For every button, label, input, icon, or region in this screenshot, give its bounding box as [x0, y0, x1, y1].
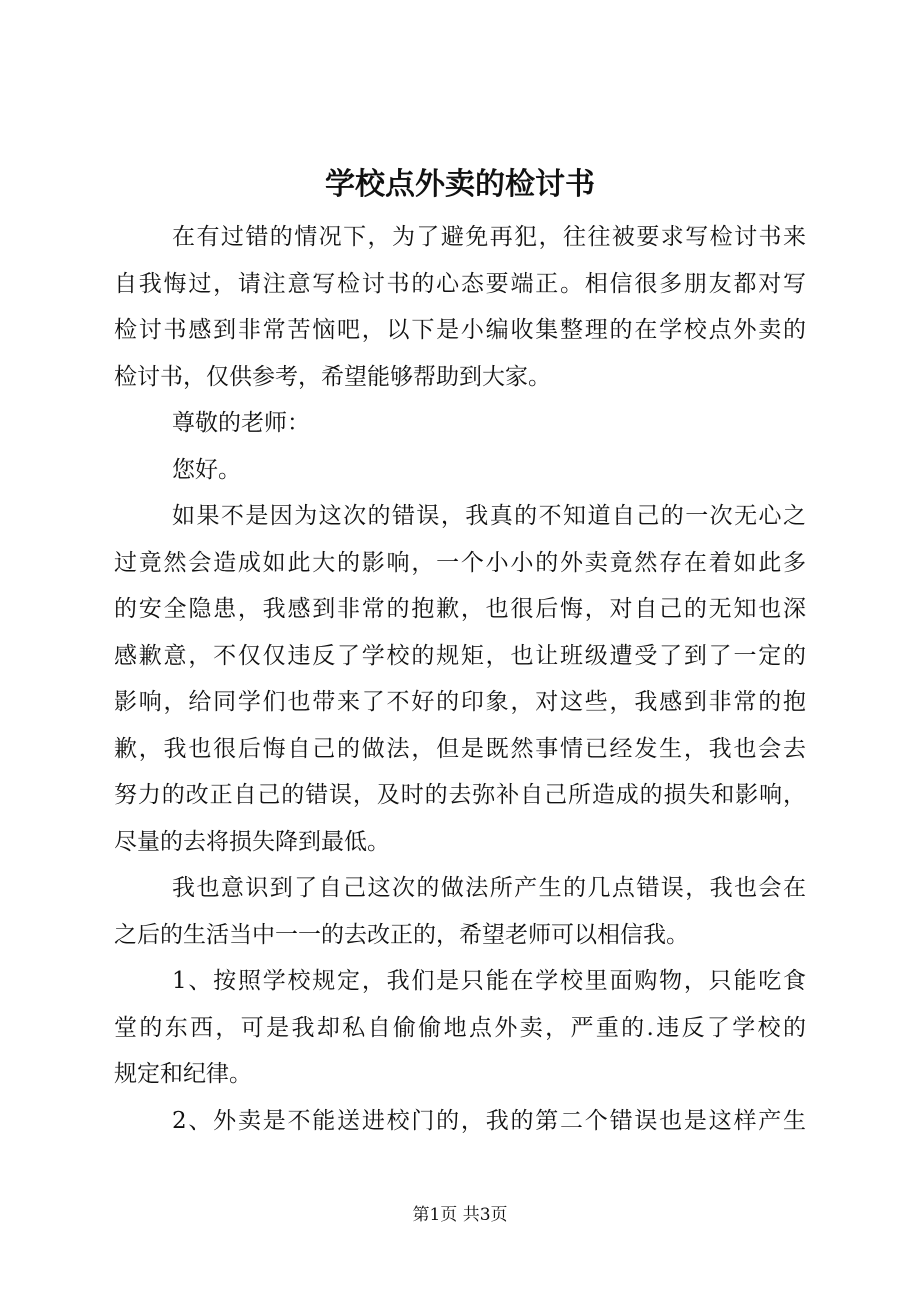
paragraph: [114, 958, 806, 1098]
text-line: 感歉意，不仅仅违反了学校的规矩，也让班级遭受了到了一定的: [114, 642, 806, 669]
text-line: 自我悔过，请注意写检讨书的心态要端正。相信很多朋友都对写: [114, 270, 806, 297]
text-line: 尊敬的老师：: [172, 410, 310, 436]
paragraph: [114, 493, 806, 865]
paragraph: [114, 400, 806, 447]
page-footer: 第1页 共3页: [412, 1205, 508, 1225]
text-line: 检讨书，仅供参考，希望能够帮助到大家。: [114, 363, 551, 390]
text-line: 检讨书感到非常苦恼吧，以下是小编收集整理的在学校点外卖的: [114, 317, 806, 343]
text-line: 在有过错的情况下，为了避免再犯，往往被要求写检讨书来: [172, 224, 806, 250]
text-line: 您好。: [172, 456, 241, 483]
text-line: 过竟然会造成如此大的影响，一个小小的外卖竟然存在着如此多: [114, 549, 806, 576]
text-line: 歉，我也很后悔自己的做法，但是既然事情已经发生，我也会去: [114, 735, 806, 762]
document-title: 学校点外卖的检讨书: [325, 167, 595, 202]
document-body: [114, 214, 806, 1144]
text-line: 堂的东西，可是我却私自偷偷地点外卖，严重的.违反了学校的: [114, 1014, 806, 1041]
paragraph: [114, 214, 806, 400]
text-line: 影响，给同学们也带来了不好的印象，对这些，我感到非常的抱: [114, 689, 806, 715]
text-line: 努力的改正自己的错误，及时的去弥补自己所造成的损失和影响，: [114, 782, 806, 808]
text-line: 如果不是因为这次的错误，我真的不知道自己的一次无心之: [172, 503, 806, 529]
text-line: 之后的生活当中一一的去改正的，希望老师可以相信我。: [114, 921, 689, 948]
text-line: 尽量的去将损失降到最低。: [114, 828, 390, 855]
text-line: 2、外卖是不能送进校门的，我的第二个错误也是这样产生: [172, 1107, 806, 1134]
paragraph: [114, 447, 806, 494]
text-line: 规定和纪律。: [114, 1061, 252, 1087]
text-line: 的安全隐患，我感到非常的抱歉，也很后悔，对自己的无知也深: [114, 596, 806, 622]
paragraph: [114, 865, 806, 958]
text-line: 我也意识到了自己这次的做法所产生的几点错误，我也会在: [172, 875, 806, 901]
text-line: 1、按照学校规定，我们是只能在学校里面购物，只能吃食: [172, 968, 806, 994]
paragraph: [114, 1098, 806, 1145]
